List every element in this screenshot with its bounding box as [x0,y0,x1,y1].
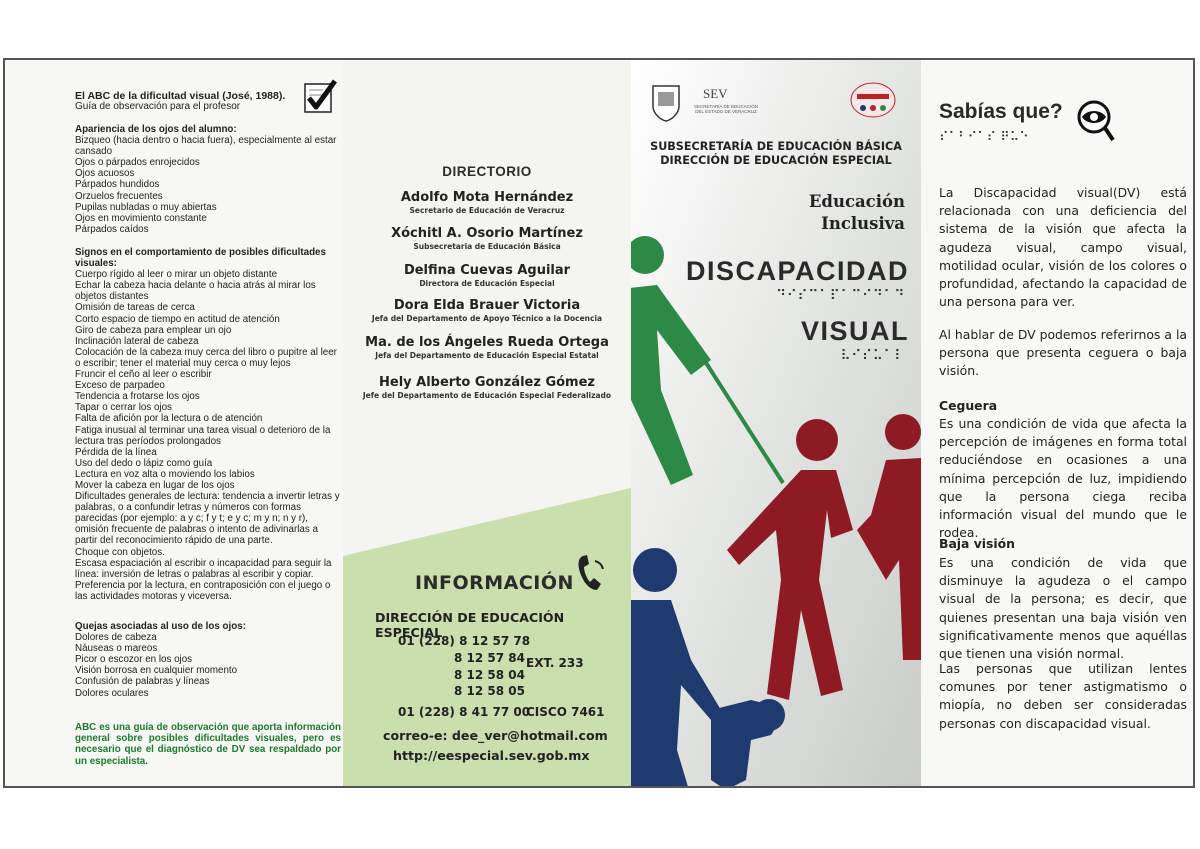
list-item: Fatiga inusual al terminar una tarea visual o deterioro de la lectura tras períodos prolongados [75,424,331,447]
eye-appearance-section [75,124,341,235]
phone-number: 8 12 58 05 [454,684,525,698]
list-item: Lectura en voz alta o moviendo los labios [75,468,255,480]
section-heading: Apariencia de los ojos del alumno: [75,124,237,135]
paragraph-lentes: Las personas que utilizan lentes comunes por tener astigmatismo o miopía, no deben ser consideradas personas con discapacidad visual. [939,661,1187,731]
behaviour-signs-list [75,269,341,602]
person-role: Secretario de Educación de Veracruz [409,206,565,215]
list-item: Ojos o párpados enrojecidos [75,157,200,169]
information-title: INFORMACIÓN [415,572,574,594]
directory-entry [343,263,631,288]
information-subtitle: DIRECCIÓN DE EDUCACIÓN ESPECIAL [375,610,565,640]
paragraph-dv-reference: Al hablar de DV podemos referirnos a la persona que presenta ceguera o baja visión. [939,327,1187,379]
section-heading: Quejas asociadas al uso de los ojos: [75,621,246,632]
inclusive-education-title [809,191,905,235]
list-item: Bizqueo (hacia dentro o hacia fuera), especialmente al estar cansado [75,135,337,158]
phone-number: 8 12 57 84 [454,651,525,665]
person-name: Ma. de los Ángeles Rueda Ortega [365,335,609,350]
main-title-visual: VISUAL [800,316,909,346]
list-item: Colocación de la cabeza muy cerca del libro o pupitre al leer o escribir; tener el material muy cerca o muy lejos [75,346,337,369]
eye-appearance-list [75,135,341,235]
list-item: Preferencia por la lectura, en contraposición con el juego o las actividades motoras y viceversa. [75,579,331,602]
list-item: Echar la cabeza hacia delante o hacia atrás al mirar los objetos distantes [75,280,316,303]
title-line: Inclusiva [821,214,905,233]
list-item: Omisión de tareas de cerca [75,302,195,314]
panel-abc-guide [5,60,343,786]
paragraph-baja-vision: Es una condición de vida que disminuye la agudeza o el campo visual de la persona; es decir, que quienes presentan una baja visión ven significativamente menos que aquéllas que tienen una visión normal. [939,555,1187,662]
paragraph-ceguera: Es una condición de vida que afecta la percepción de imágenes en forma total reduciéndose en ocasiones a una mínima percepción de luz, impidiendo que la persona ciega reciba información visual del mundo que le rodea. [939,416,1187,541]
list-item: Giro de cabeza para emplear un ojo [75,324,232,336]
cover-illustration [631,60,921,786]
person-name: Delfina Cuevas Aguilar [403,263,571,278]
panel-cover [631,60,921,786]
direccion-heading: DIRECCIÓN DE EDUCACIÓN ESPECIAL [660,154,892,167]
person-role: Jefa del Departamento de Educación Especial Estatal [375,351,599,360]
list-item: Ojos en movimiento constante [75,212,207,224]
person-role: Directora de Educación Especial [419,279,555,288]
list-item: Inclinación lateral de cabeza [75,335,199,347]
list-item: Tapar o cerrar los ojos [75,402,172,414]
main-title-discapacidad: DISCAPACIDAD [685,256,909,286]
list-item: Confusión de palabras y líneas [75,676,210,688]
list-item: Uso del dedo o lápiz como guía [75,457,213,469]
abc-subtitle: Guía de observación para el profesor [75,101,241,112]
list-item: Picor o escozor en los ojos [75,654,193,666]
section-heading: Signos en el comportamiento de posibles dificultades visuales: [75,247,326,270]
phone-extension: EXT. 233 [526,656,584,670]
list-item: Mover la cabeza en lugar de los ojos [75,479,235,491]
list-item: Náuseas o mareos [75,643,158,655]
list-item: Dificultades generales de lectura: tendencia a invertir letras y palabras, o a confundir letras y números con formas parecidas (por ejemplo: a y c; f y t; e y c; m y n; n y r), omisión frecuente de palabras o intento de adivinarlas a partir del reconocimiento rápido de una parte. [75,491,340,547]
title-line: Educación [808,192,905,211]
list-item: Párpados caídos [75,223,149,235]
complaints-list [75,632,341,699]
list-item: Ojos acuosos [75,168,135,180]
paragraph-dv-definition: La Discapacidad visual(DV) está relacionada con una deficiencia del sistema de la visión que afecta la agudeza visual, campo visual, motilidad ocular, visión de los colores o profundidad, afectando la capacidad de una persona para ver. [939,185,1187,310]
email-address[interactable]: correo-e: dee_ver@hotmail.com [383,728,608,743]
braille-sabias-que: ⠎⠁⠃⠊⠁⠎ ⠟⠥⠑ [939,130,1029,145]
panel-sabias-que [921,60,1195,786]
directory-entry [343,335,631,360]
person-name: Dora Elda Brauer Victoria [393,298,581,313]
cisco-extension: CISCO 7461 [526,705,605,719]
brochure [3,58,1195,788]
list-item: Visión borrosa en cualquier momento [75,665,238,677]
phone-number: 01 (228) 8 12 57 78 [398,634,531,648]
directory-entry [343,190,631,215]
list-item: Pérdida de la línea [75,446,157,458]
directory-title: DIRECTORIO [442,164,532,179]
phone-number: 01 (228) 8 41 77 00 [398,705,531,719]
inclusive-education-logo-icon [849,82,897,122]
veracruz-shield-icon [649,82,683,122]
eye-magnifier-icon [1077,100,1115,144]
person-name: Xóchitl A. Osorio Martínez [391,226,583,241]
abc-title: El ABC de la dificultad visual (José, 1988). [75,90,286,102]
braille-visual: ⠧⠊⠎⠥⠁⠇ [840,348,905,364]
complaints-section [75,621,341,699]
directory-entry [343,298,631,323]
list-item: Párpados hundidos [75,179,160,191]
directory-entry [343,226,631,251]
website-link[interactable]: http://eespecial.sev.gob.mx [393,748,590,763]
abc-disclaimer: ABC es una guía de observación que aporta información general sobre posibles dificultades visuales, pero es necesario que el diagnóstico de DV sea respaldado por un especialista. [75,722,341,767]
person-role: Jefa del Departamento de Apoyo Técnico a la Docencia [371,314,603,323]
checklist-icon [303,78,337,114]
list-item: Dolores de cabeza [75,632,157,644]
panel-directory [343,60,631,786]
person-name: Adolfo Mota Hernández [400,190,574,205]
behaviour-signs-section [75,247,341,602]
list-item: Dolores oculares [75,687,149,699]
list-item: Tendencia a frotarse los ojos [75,391,200,403]
heading-ceguera: Ceguera [939,398,998,413]
list-item: Orzuelos frecuentes [75,190,163,202]
subsecretaria-heading: SUBSECRETARÍA DE EDUCACIÓN BÁSICA [650,140,902,153]
list-item: Pupilas nubladas o muy abiertas [75,201,217,213]
list-item: Falta de afición por la lectura o de atención [75,413,263,425]
list-item: Corto espacio de tiempo en actitud de atención [75,313,280,325]
list-item: Escasa espaciación al escribir o incapacidad para seguir la línea: inversión de letras o palabras al escribir y copiar. [75,557,332,580]
list-item: Choque con objetos. [75,546,165,558]
sabias-que-title: Sabías que? [939,100,1063,123]
phone-number: 8 12 58 04 [454,668,525,682]
list-item: Fruncir el ceño al leer o escribir [75,369,212,381]
list-item: Exceso de parpadeo [75,380,165,392]
telephone-icon [575,553,607,593]
person-role: Subsecretaria de Educación Básica [413,242,561,251]
person-name: Hely Alberto González Gómez [379,375,595,390]
person-role: Jefe del Departamento de Educación Especial Federalizado [362,391,612,400]
braille-discapacidad: ⠙⠊⠎⠉⠁⠏⠁⠉⠊⠙⠁⠙ [775,288,905,304]
sev-caption: SECRETARÍA DE EDUCACIÓN DEL ESTADO DE VERACRUZ [694,104,758,114]
heading-baja-vision: Baja visión [939,536,1016,551]
directory-entry [343,375,631,400]
list-item: Cuerpo rígido al leer o mirar un objeto distante [75,269,278,281]
sev-logo: SEV [703,86,728,101]
